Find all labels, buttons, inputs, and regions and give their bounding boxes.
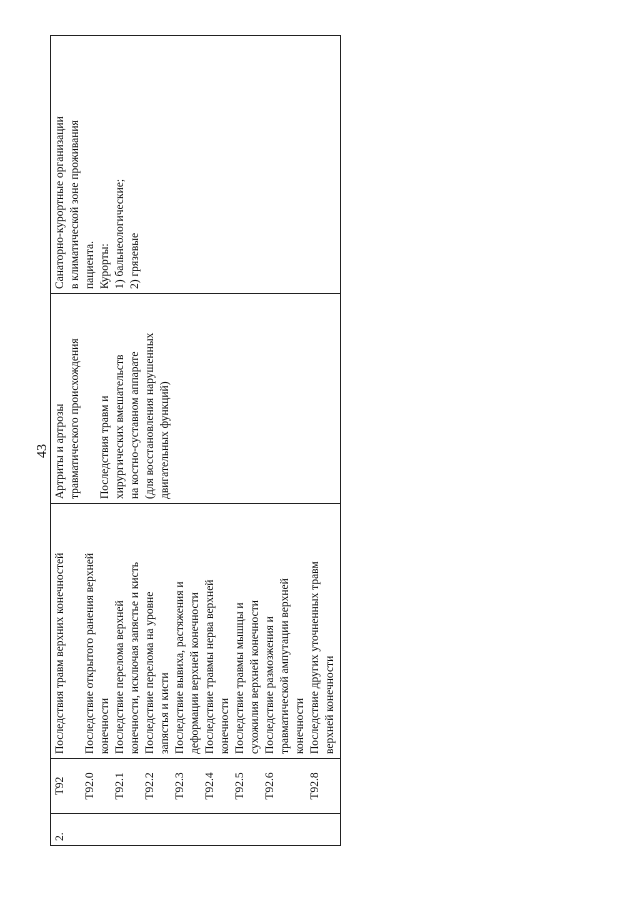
- condition-line: Последствия травм и: [99, 395, 111, 499]
- condition-line: на костно-суставном аппарате: [129, 351, 141, 499]
- diagnosis-line: конечности: [219, 698, 231, 754]
- treatment-cell: [51, 36, 341, 294]
- diagnosis-line: Последствия травм верхних конечностей: [54, 552, 66, 754]
- treatment-table: [50, 35, 341, 846]
- rotated-table-wrapper: [50, 36, 340, 846]
- diagnosis-line: Последствие травмы мышцы и: [234, 602, 246, 754]
- icd-code: T92.6: [264, 772, 276, 800]
- treatment-line: Курорты:: [99, 243, 111, 289]
- diagnosis-line: конечности, исключая запястье и кисть: [129, 562, 141, 754]
- condition-line: Артриты и артрозы: [54, 403, 66, 499]
- treatment-line: Санаторно-курортные организации: [54, 116, 66, 289]
- diagnosis-line: Последствие других уточненных травм: [309, 561, 321, 754]
- condition-line: хирургических вмешательств: [114, 354, 126, 499]
- icd-code: T92.5: [234, 772, 246, 800]
- diagnosis-line: Последствие перелома на уровне: [144, 591, 156, 754]
- diagnosis-line: Последствие травмы нерва верхней: [204, 579, 216, 754]
- diagnosis-line: Последствие вывиха, растяжения и: [174, 581, 186, 754]
- conditions-cell: [51, 294, 341, 504]
- diagnosis-line: деформации верхней конечности: [189, 592, 201, 754]
- treatment-line: в климатической зоне проживания: [69, 120, 81, 289]
- icd-codes-cell: [51, 759, 341, 814]
- diagnosis-line: Последствие открытого ранения верхней: [84, 552, 96, 754]
- table-row: [51, 36, 341, 846]
- treatment-line: пациента.: [84, 241, 96, 289]
- diagnosis-line: конечности: [294, 698, 306, 754]
- diagnosis-line: сухожилия верхней конечности: [249, 600, 261, 754]
- diagnosis-line: запястья и кисти: [159, 672, 171, 754]
- diagnosis-line: конечности: [99, 698, 111, 754]
- treatment-line: 2) грязевые: [129, 232, 141, 289]
- diagnosis-line: Последствие перелома верхней: [114, 600, 126, 754]
- icd-code: T92.4: [204, 772, 216, 800]
- page-number: 43: [35, 444, 50, 458]
- diagnosis-line: верхней конечности: [324, 655, 336, 754]
- icd-code: T92.0: [84, 772, 96, 800]
- condition-line: травматического происхождения: [69, 338, 81, 499]
- icd-code: T92: [54, 776, 66, 796]
- row-number: 2.: [54, 832, 66, 841]
- row-number-cell: [51, 814, 341, 846]
- treatment-line: 1) бальнеологические;: [114, 178, 126, 289]
- condition-line: двигательных функций): [159, 381, 171, 499]
- icd-code: T92.1: [114, 772, 126, 800]
- diagnosis-line: травматической ампутации верхней: [279, 578, 291, 754]
- icd-code: T92.8: [309, 772, 321, 800]
- diagnoses-cell: [51, 504, 341, 759]
- icd-code: T92.2: [144, 772, 156, 800]
- icd-code: T92.3: [174, 772, 186, 800]
- condition-line: (для восстановления нарушенных: [144, 332, 156, 499]
- diagnosis-line: Последствие размозжения и: [264, 616, 276, 754]
